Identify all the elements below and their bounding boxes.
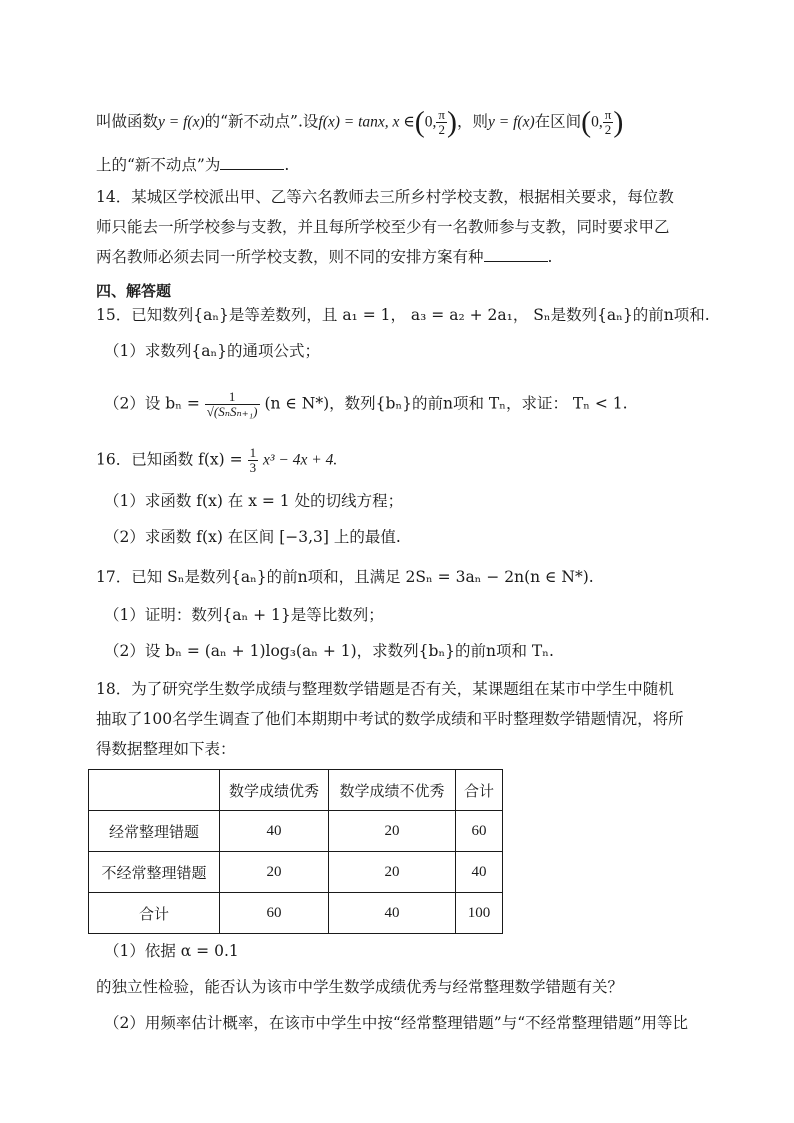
- table-cell: 20: [220, 852, 329, 893]
- q18-part-2: （2）用频率估计概率，在该市中学生中按“经常整理错题”与“不经常整理错题”用等比: [104, 1014, 689, 1032]
- table-cell: [89, 770, 220, 811]
- math-y-eq-fx-2: y = f(x): [488, 113, 535, 131]
- q18-line-3: 得数据整理如下表：: [96, 740, 236, 758]
- q16-stem: 16．已知函数 f(x) = $\frac{1}{3}$ x³ − 4x + 4.: [96, 445, 338, 475]
- table-header-row: [89, 770, 503, 811]
- q15-part-2: （2）设 bₙ = $\frac{1}{\text{√(SₙSₙ₊₁)}}$ (n ∈ N*)，数列{bₙ}的前n项和 Tₙ，求证： Tₙ < 1.: [104, 389, 628, 419]
- pi-over-2-fraction-2: $\frac{\pi}{2}$: [604, 107, 612, 137]
- table-cell: 不经常整理错题: [89, 852, 220, 893]
- q14-line-1: 14．某城区学校派出甲、乙等六名教师去三所乡村学校支教，根据相关要求，每位教: [96, 188, 674, 206]
- table-cell: 合计: [89, 893, 220, 934]
- table-cell: 40: [456, 852, 503, 893]
- bn-fraction: $\frac{1}{\text{√(SₙSₙ₊₁)}}$: [206, 389, 258, 419]
- table-cell: 经常整理错题: [89, 811, 220, 852]
- table-cell: 数学成绩优秀: [220, 770, 329, 811]
- q15-stem: 15．已知数列{aₙ}是等差数列，且 a₁ = 1， a₃ = a₂ + 2a₁， Sₙ是数列{aₙ}的前n项和.: [96, 306, 710, 324]
- table-row: [89, 893, 503, 934]
- table-cell: 数学成绩不优秀: [329, 770, 456, 811]
- text: 的“新不动点”.设: [204, 112, 319, 131]
- math-y-eq-fx: y = f(x): [158, 113, 205, 131]
- text: 在区间: [534, 112, 582, 131]
- pi-over-2-fraction: $\frac{\pi}{2}$: [438, 107, 445, 137]
- table-cell: 40: [220, 811, 329, 852]
- section-heading: 四、解答题: [96, 282, 172, 300]
- table-row: [89, 852, 503, 893]
- contingency-table: [88, 769, 503, 934]
- q18-part-1-cont: 的独立性检验，能否认为该市中学生数学成绩优秀与经常整理数学错题有关？: [96, 978, 624, 996]
- q14-line-3: 两名教师必须去同一所学校支教，则不同的安排方案有种 .: [96, 248, 553, 266]
- text: 叫做函数: [96, 112, 159, 131]
- math-f-tan: f(x) = tanx, x ∈: [318, 113, 415, 131]
- q18-line-1: 18．为了研究学生数学成绩与整理数学错题是否有关，某课题组在某市中学生中随机: [96, 680, 674, 698]
- answer-blank[interactable]: [484, 247, 548, 262]
- table-cell: 合计: [456, 770, 503, 811]
- q18-part-1: （1）依据 α = 0.1: [104, 942, 239, 960]
- table-cell: 40: [329, 893, 456, 934]
- text: ，则: [457, 112, 489, 131]
- line-new-fixed-point-definition: 叫做函数y = f(x)的“新不动点”.设f(x) = tanx, x ∈(0, $\frac{\pi}{2}$ )，则y = f(x)在区间(0, $\frac{\pi}{2}$ ): [96, 105, 624, 139]
- q17-part-1: （1）证明：数列{aₙ + 1}是等比数列；: [104, 606, 384, 624]
- q14-line-2: 师只能去一所学校参与支教，并且每所学校至少有一名教师参与支教，同时要求甲乙: [96, 218, 670, 236]
- table-cell: 20: [329, 811, 456, 852]
- table-cell: 60: [220, 893, 329, 934]
- table-cell: 20: [329, 852, 456, 893]
- q16-part-1: （1）求函数 f(x) 在 x = 1 处的切线方程；: [104, 492, 404, 510]
- table-cell: 100: [456, 893, 503, 934]
- interval-start-2: 0,: [591, 113, 603, 131]
- one-third-fraction: $\frac{1}{3}$: [249, 445, 257, 475]
- q15-part-1: （1）求数列{aₙ}的通项公式；: [104, 342, 321, 360]
- q18-line-2: 抽取了100名学生调查了他们本期期中考试的数学成绩和平时整理数学错题情况，将所: [96, 710, 684, 728]
- q17-stem: 17．已知 Sₙ是数列{aₙ}的前n项和，且满足 2Sₙ = 3aₙ − 2n(n ∈ N*).: [96, 568, 594, 586]
- table-row: [89, 811, 503, 852]
- line-answer-blank-13: 上的“新不动点”为 .: [96, 156, 290, 174]
- q16-part-2: （2）求函数 f(x) 在区间 [−3,3] 上的最值.: [104, 528, 401, 546]
- table-cell: 60: [456, 811, 503, 852]
- interval-start: 0,: [424, 113, 437, 131]
- answer-blank[interactable]: [220, 155, 284, 170]
- q17-part-2: （2）设 bₙ = (aₙ + 1)log₃(aₙ + 1)，求数列{bₙ}的前n项和 Tₙ.: [104, 642, 554, 660]
